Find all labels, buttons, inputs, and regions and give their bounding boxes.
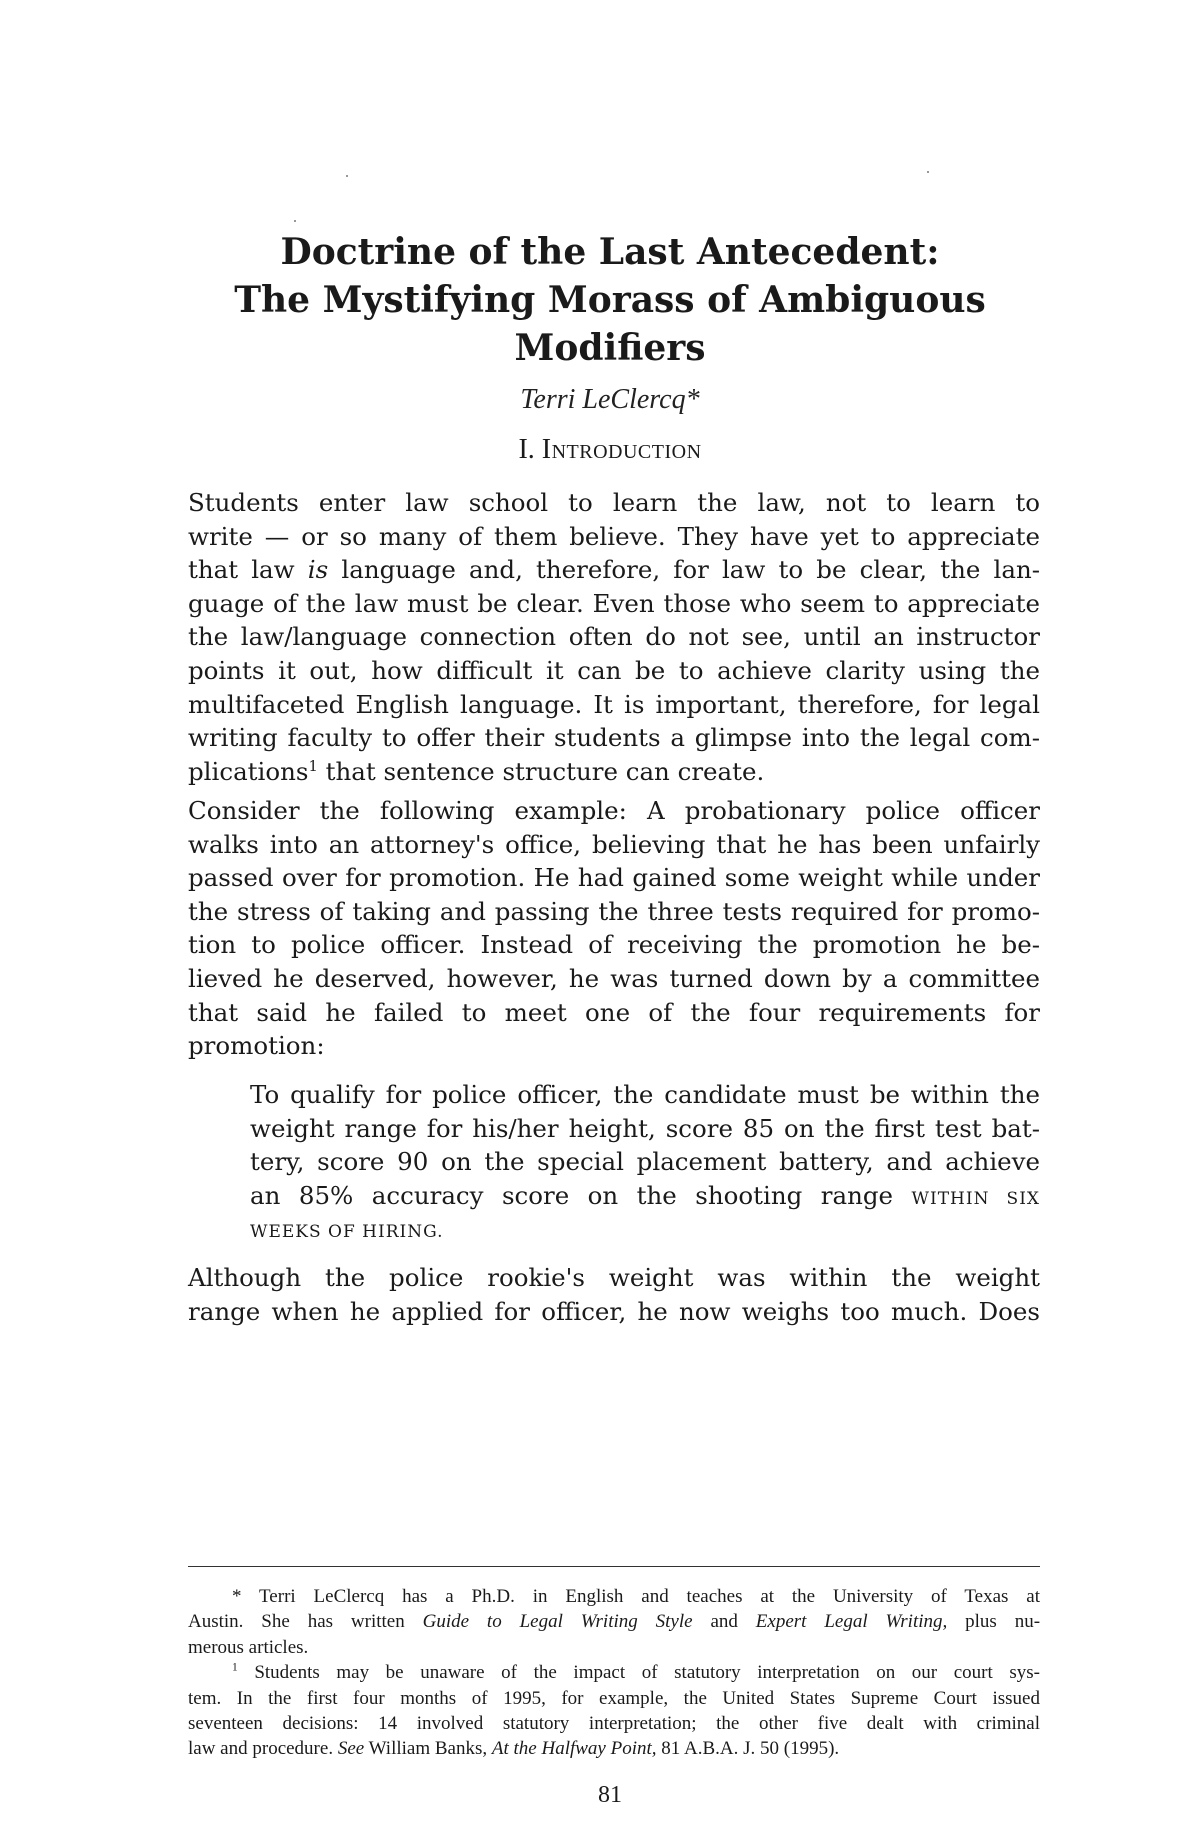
text-line: write — or so many of them believe. They have yet to appreciate <box>188 521 1040 551</box>
footnote-author <box>188 1584 1040 1660</box>
text-line: points it out, how difficult it can be to achieve clarity using the <box>188 655 1040 685</box>
paragraph-example <box>188 794 1040 1063</box>
text-line: walks into an attorney's office, believing that he has been unfairly <box>188 829 1040 859</box>
quote-line: tery, score 90 on the special placement battery, and achieve <box>250 1147 1040 1177</box>
article-author <box>180 382 1040 418</box>
text-line: multifaceted English language. It is important, therefore, for legal <box>188 689 1040 719</box>
section-number: I. <box>518 434 535 465</box>
section-title: Introduction <box>541 434 702 465</box>
footnote-marker: * <box>232 1586 242 1607</box>
text-line: Students enter law school to learn the law, not to learn to <box>188 488 1040 517</box>
text-line: that said he failed to meet one of the four requirements for <box>188 997 1040 1027</box>
quote-line: an 85% accuracy score on the shooting range WITHIN SIX <box>250 1180 1041 1210</box>
quote-line: weight range for his/her height, score 85 on the first test bat- <box>250 1113 1040 1143</box>
text-line: the law/language connection often do not see, until an instructor <box>188 622 1040 652</box>
section-heading <box>180 433 1040 467</box>
footnote-1 <box>188 1660 1040 1762</box>
text-line: tion to police officer. Instead of receiving the promotion he be- <box>188 930 1040 960</box>
scan-speck <box>294 220 296 222</box>
text-line: range when he applied for officer, he now weighs too much. Does <box>188 1296 1040 1326</box>
text-line: plications$^1$ that sentence structure can create. <box>188 756 765 786</box>
text-line: writing faculty to offer their students a glimpse into the legal com- <box>188 723 1040 753</box>
quote-line <box>250 1212 1040 1246</box>
footnote-line: law and procedure. See William Banks, At the Halfway Point, 81 A.B.A. J. 50 (1995). <box>188 1738 840 1760</box>
text-line: promotion: <box>188 1031 325 1061</box>
footnote-divider <box>188 1566 1040 1567</box>
author-footnote-marker: * <box>685 384 700 415</box>
text-line: guage of the law must be clear. Even those who seem to appreciate <box>188 588 1040 618</box>
page-number: 81 <box>598 1782 622 1808</box>
quote-line: To qualify for police officer, the candidate must be within the <box>250 1080 1040 1109</box>
quote-caps: WEEKS OF HIRING. <box>250 1222 444 1243</box>
footnote-line: * Terri LeClercq has a Ph.D. in English and teaches at the University of Texas at <box>232 1586 1040 1607</box>
footnote-line: seventeen decisions: 14 involved statutory interpretation; the other five dealt with criminal <box>188 1712 1040 1734</box>
text-line: lieved he deserved, however, he was turned down by a committee <box>188 963 1040 993</box>
article-title-line-1: Doctrine of the Last Antecedent: <box>280 231 940 273</box>
footnote-line: tem. In the first four months of 1995, for example, the United States Supreme Court issued <box>188 1687 1040 1709</box>
paragraph-question <box>188 1261 1040 1328</box>
block-quote <box>250 1078 1040 1246</box>
text-line: the stress of taking and passing the three tests required for promo- <box>188 896 1040 926</box>
quote-caps: WITHIN SIX <box>911 1188 1041 1209</box>
article-title-line-3: Modifiers <box>514 327 706 369</box>
footnote-marker: 1 <box>232 1661 238 1674</box>
text-line: passed over for promotion. He had gained some weight while under <box>188 863 1040 893</box>
article-title-line-2: The Mystifying Morass of Ambiguous <box>234 279 986 321</box>
emphasis-word: is <box>307 555 329 585</box>
text-line: that law is language and, therefore, for law to be clear, the lan- <box>188 555 1040 585</box>
article-title-block <box>180 228 1040 418</box>
footnotes <box>188 1584 1040 1762</box>
paragraph-introduction <box>188 486 1040 788</box>
footnote-line: Austin. She has written Guide to Legal Writing Style and Expert Legal Writing, plus nu- <box>188 1611 1041 1633</box>
footnote-line: $^1$ Students may be unaware of the impact of statutory interpretation on our court sys- <box>232 1661 1040 1684</box>
footnote-reference[interactable]: 1 <box>308 757 318 775</box>
footnote-line: merous articles. <box>188 1636 309 1658</box>
author-name: Terri LeClercq <box>520 384 686 415</box>
scan-speck <box>927 171 929 173</box>
scan-speck <box>346 175 348 177</box>
text-line: Consider the following example: A probationary police officer <box>188 796 1040 825</box>
text-line: Although the police rookie's weight was within the weight <box>188 1263 1040 1292</box>
